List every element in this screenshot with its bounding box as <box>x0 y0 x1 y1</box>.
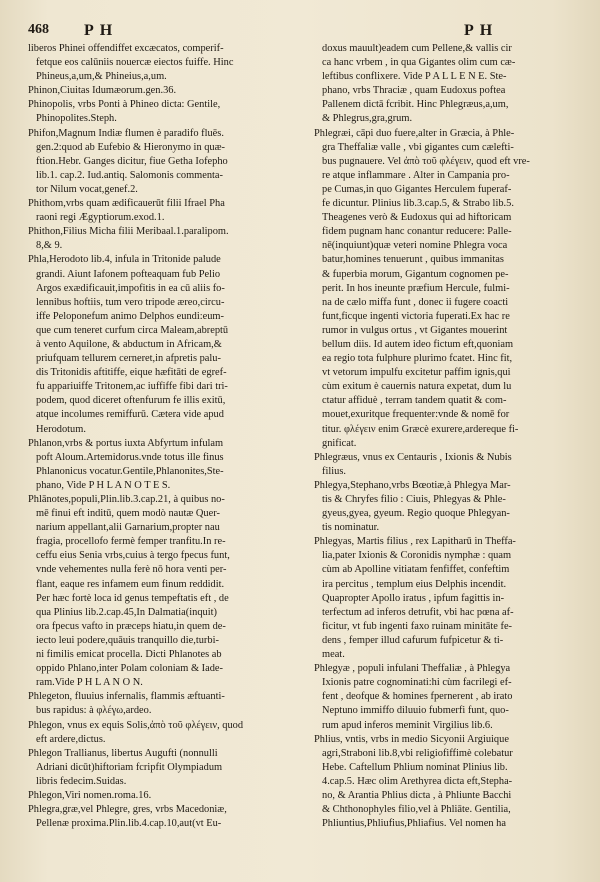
text-line: phano, vrbs Thraciæ , quam Eudoxus poftea <box>322 85 506 97</box>
text-line: fe dicuntur. Plinius lib.3.cap.5, & Strabo lib.5. <box>322 198 514 210</box>
text-line: Phifon,Magnum Indiæ flumen è paradifo fluēs. <box>28 127 224 139</box>
text-line: que cum teneret curfum circa Maleam,abreptū <box>36 324 229 336</box>
text-line: fragia, procellofo fermè femper tranfitu.In re- <box>36 536 226 548</box>
text-line: terfectum ad inferos detrufit, vbi hac pœna af- <box>322 606 514 618</box>
text-line: mē finui eft inditū, quem modò nautæ Quer- <box>36 508 220 520</box>
text-line: atque incolumes remiffurū. Cætera vide apud <box>36 409 224 421</box>
text-line: Pallenem dictā fcribit. Hinc Phlegræus,a,um, <box>322 99 509 111</box>
text-line: gyeus,gyea, gyeum. Regio quoque Phlegyan- <box>322 508 510 520</box>
text-line: funt,ficque ingenti victoria fuperati.Ex hac re <box>322 310 510 322</box>
text-line: gnificat. <box>322 437 357 449</box>
text-line: ficitur, vt fub ingenti faxo ruinam minitāte fe- <box>322 620 513 632</box>
text-line: podem, quod diceret oftenfurum fe illis exitū, <box>36 395 226 407</box>
text-line: titur. φλέγειν enim Græcè exurere,ardereque fi- <box>322 423 519 435</box>
text-line: rumor in vulgus ortus , vt Gigantes mouerint <box>322 324 508 336</box>
text-line: cùm ab Apolline vitiatam fenfiffet, confeftim <box>322 564 510 576</box>
text-line: Phlanonicus vocatur.Gentile,Phlanonites,Ste- <box>36 465 224 477</box>
text-line: & Phlegrus,gra,grum. <box>322 113 413 125</box>
text-line: flant, eaque res infamem eum finum reddidit. <box>36 578 225 590</box>
text-line: ram.Vide P H L A N O N. <box>36 677 143 689</box>
text-line: tor Nilum vocat,genef.2. <box>36 183 138 195</box>
text-line: priufquam tellurem cerneret,in afpretis palu- <box>36 353 221 365</box>
text-line: Phlegon,Viri nomen.roma.16. <box>28 789 152 801</box>
text-line: ftion.Hebr. Ganges dicitur, fiue Getha Iofepho <box>36 155 228 167</box>
text-line: 4.cap.5. Hæc olim Arethyrea dicta eft,Stepha- <box>322 775 513 787</box>
text-line: oppido Phlano,inter Polam coloniam & Iade- <box>36 663 223 675</box>
text-line: lib.1. cap.2. Iud.antiq. Salomonis commenta- <box>36 169 223 181</box>
text-line: lia,pater Ixionis & Coronidis nymphæ : quam <box>322 550 512 562</box>
text-line: Phineus,a,um,& Phineius,a,um. <box>36 71 167 83</box>
text-line: libris fedecim.Suidas. <box>36 775 127 787</box>
text-line: bus pugnauere. Vel ἀπὸ τοῦ φλέγειν, quod eft vre- <box>322 155 530 167</box>
text-line: filius. <box>322 465 346 477</box>
text-line: narium appellant,alii Garnarium,propter nau <box>36 522 220 534</box>
text-line: bellum diis. Id autem ideo fictum eft,quoniam <box>322 338 514 350</box>
text-line: Phithom,vrbs quam ædificauerūt filii Ifrael Pha <box>28 198 225 210</box>
text-line: Phlegeton, fluuius infernalis, flammis æftuanti- <box>28 691 225 703</box>
text-line: batur,homines tenuerunt , quibus immanitas <box>322 254 504 266</box>
text-line: re atque inflammare . Alter in Campania pro- <box>322 169 510 181</box>
text-line: Adriani dicūt)hiftoriam fcripfit Olympiadum <box>36 761 223 773</box>
text-line: Hebe. Caftellum Phlium nominat Plinius lib. <box>322 761 508 773</box>
text-line: na de cælo miffa funt , donec ii fugere coacti <box>322 296 509 308</box>
text-line: cùm exitum è cauernis natura expetat, dum lu <box>322 381 512 393</box>
text-line: gen.2:quod ab Eufebio & Hieronymo in quæ- <box>36 141 226 153</box>
text-line: phano, Vide P H L A N O T E S. <box>36 479 171 491</box>
text-line: agri,Straboni lib.8,vbi religiofiffimè colebatur <box>322 747 513 759</box>
text-line: Phinon,Ciuitas Idumæorum.gen.36. <box>28 85 177 97</box>
text-line: Pellenæ proxima.Plin.lib.4.cap.10,aut(vt Eu- <box>36 818 222 830</box>
text-line: Phlegyæ , populi infulani Theffaliæ , à Phlegya <box>314 663 511 675</box>
text-line: à vento Aquilone, & abductum in Africam,& <box>36 338 222 350</box>
text-line: leftibus conflixere. Vide P A L L E N E. Ste- <box>322 71 507 83</box>
text-line: pe Cumas,in quo Gigantes Herculem fuperaf- <box>322 183 512 195</box>
text-line: ira percitus , templum eius Delphis incendit. <box>322 578 507 590</box>
text-line: gra Theffaliæ valle , vbi gigantes cum cælefti- <box>322 141 514 153</box>
text-line: Phithon,Filius Micha filii Meribaal.1.paralipom. <box>28 226 229 238</box>
text-line: no, & Arantia Phlius dicta , à Phliunte Bacchi <box>322 789 512 801</box>
text-line: perit. In hos ineunte præfium Hercule, fulmi- <box>322 282 510 294</box>
text-line: bus rapidus: à φλέγω,ardeo. <box>36 705 152 717</box>
text-line: ni fimilis emicat procella. Dicti Phlanotes ab <box>36 649 222 661</box>
text-line: Herodotum. <box>36 423 86 435</box>
left-text-column <box>28 42 310 831</box>
text-line: tis nominatur. <box>322 522 380 534</box>
text-line: Phinopolites.Steph. <box>36 113 117 125</box>
text-line: ca hanc vrbem , in qua Gigantes olim cum cæ- <box>322 57 516 69</box>
text-line: Phlānotes,populi,Plin.lib.3.cap.21, à quibus no- <box>28 494 225 505</box>
text-line: dens , femper illud cafurum fufpicetur & ti- <box>322 634 504 646</box>
text-line: fetque eos calūniis nouercæ eiectos fuiffe. Hinc <box>36 57 234 69</box>
text-line: Phlegon Trallianus, libertus Augufti (nonnulli <box>28 747 218 759</box>
text-line: Phlegra,græ,vel Phlegre, gres, vrbs Macedoniæ, <box>28 804 227 816</box>
text-line: doxus mauult)eadem cum Pellene,& vallis cir <box>322 43 512 54</box>
text-line: rum apud inferos meminit Virgilius lib.6. <box>322 719 493 731</box>
text-line: lennibus hoftiis, tum vero tripode æreo,circu- <box>36 296 225 308</box>
text-line: nē(inquiunt)quæ veteri nomine Phlegra voca <box>322 240 508 252</box>
text-line: Phlegræus, vnus ex Centauris , Ixionis & Nubis <box>314 451 512 463</box>
text-line: Per hæc fortè loca id genus tempeftatis eft , de <box>36 592 229 604</box>
text-line: fent , deofque & homines fpernerent , ab irato <box>322 691 513 703</box>
text-line: Phlegræi, cāpi duo fuere,alter in Græcia, à Phle- <box>314 127 515 139</box>
page-header <box>28 22 576 42</box>
text-line: tis & Chryfes filio : Ciuis, Phlegyas & Phle- <box>322 494 506 505</box>
text-line: Phliuntius,Phliufius,Phliafius. Vel nomen ha <box>322 818 506 830</box>
text-line: Argos exædificauit,impofitis in ea cū aliis fo- <box>36 282 225 294</box>
text-line: & Chthonophyles filio,vel à Phliāte. Gentilia, <box>322 804 511 816</box>
text-line: Phlanon,vrbs & portus iuxta Abfyrtum infulam <box>28 437 224 449</box>
text-line: Phlegya,Stephano,vrbs Bœotiæ,à Phlegya Mar- <box>314 479 511 491</box>
text-line: poft Aloum.Artemidorus.vnde totus ille finus <box>36 451 224 463</box>
text-line: fu appariuiffe Tritonem,ac iuffiffe fibi dari tri- <box>36 381 228 393</box>
text-line: iecto leui podere,quāuis tranquillo die,turbi- <box>36 634 219 646</box>
text-line: Theagenes verò & Eudoxus qui ad hiftoricam <box>322 212 512 224</box>
text-line: & fuperbia morum, Gigantum cognomen pe- <box>322 268 509 280</box>
text-line: mouet,exuritque frequenter:vnde & nomē for <box>322 409 510 421</box>
running-head-right: PH <box>464 22 499 39</box>
text-line: vnde vehementes nulla ferè nō hora venti per- <box>36 564 227 576</box>
text-line: dis Tritonidis aftitiffe, eique hæfitāti de egref- <box>36 367 227 379</box>
text-line: raoni regi Ægyptiorum.exod.1. <box>36 212 165 224</box>
text-line: vt vetorum impulfu excitetur paffim ignis,qui <box>322 367 511 379</box>
right-text-column <box>314 42 584 831</box>
text-line: Ixionis patre cognominati:hi cùm facrilegi ef- <box>322 677 512 689</box>
text-line: iffe Peloponefum animo Delphos eundi:eum- <box>36 310 224 322</box>
text-line: liberos Phinei offendiffet excæcatos, comperif- <box>28 43 224 54</box>
text-line: 8,& 9. <box>36 240 63 252</box>
text-line: Phla,Herodoto lib.4, infula in Tritonide palude <box>28 254 221 266</box>
running-head-left: PH <box>84 22 119 39</box>
text-line: ea regio tota fulphure plurimo fcatet. Hinc fit, <box>322 353 513 365</box>
text-line: Quapropter Apollo iratus , ipfum fagittis in- <box>322 592 505 604</box>
page-number: 468 <box>28 22 49 37</box>
text-line: ora fpecus vafto in præceps hiatu,in quem de- <box>36 620 226 632</box>
text-line: qua Plinius lib.2.cap.45,In Dalmatia(inquit) <box>36 606 217 618</box>
text-line: meat. <box>322 649 345 661</box>
text-line: grandi. Aiunt Iafonem pofteaquam fub Pelio <box>36 268 221 280</box>
text-line: Neptuno immiffo diluuio fubmerfi funt, quo- <box>322 705 509 717</box>
text-line: ctatur affiduè , terram tandem quatit & com- <box>322 395 507 407</box>
text-line: eft ardere,dictus. <box>36 733 106 745</box>
text-line: Phlius, vntis, vrbs in medio Sicyonii Argiuique <box>314 733 509 745</box>
text-line: Phlegon, vnus ex equis Solis,ἀπὸ τοῦ φλέγειν, quod <box>28 719 244 731</box>
text-line: fidem pugnam hanc conantur reducere: Palle- <box>322 226 512 238</box>
text-line: Phlegyas, Martis filius , rex Lapitharū in Theffa- <box>314 536 516 548</box>
text-line: ceffu eius Senia vrbs,cuius à tergo fpecus funt, <box>36 550 230 562</box>
text-line: Phinopolis, vrbs Ponti à Phineo dicta: Gentile, <box>28 99 221 111</box>
